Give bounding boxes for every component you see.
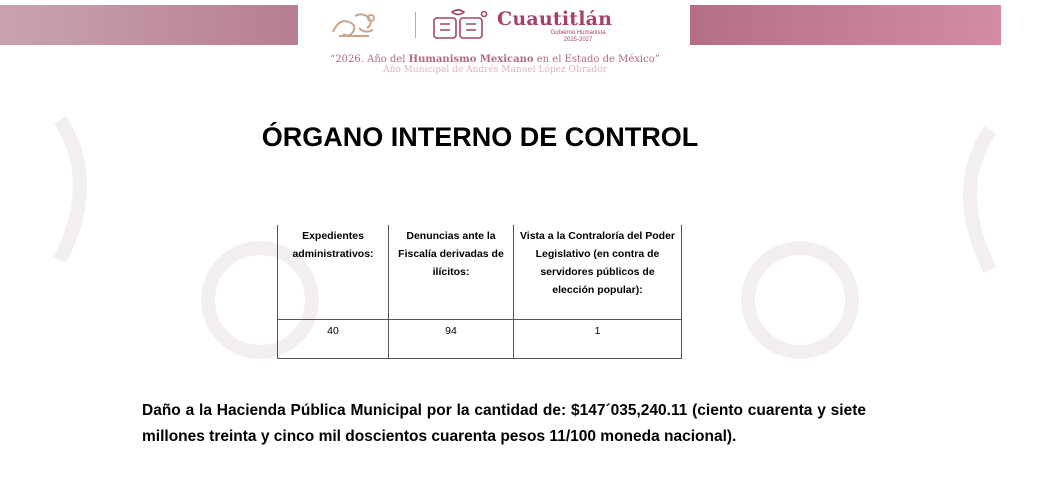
statistics-table — [277, 225, 682, 359]
table-header-cell: Expedientes administrativos: — [278, 225, 389, 320]
document-title: ÓRGANO INTERNO DE CONTROL — [261, 122, 699, 152]
logo-separator — [415, 12, 416, 38]
slogan-line-1-post: en el Estado de México” — [533, 54, 660, 65]
header-bar-left — [0, 5, 298, 45]
table-cell-denuncias: 94 — [389, 320, 514, 359]
municipality-subtitle — [497, 30, 659, 44]
slogan-line-1-bold: Humanismo Mexicano — [408, 54, 534, 65]
slogan-line-1-pre: “2026. Año del — [330, 54, 409, 65]
header-bar-right — [690, 5, 1001, 45]
table-header-cell: Denuncias ante la Fiscalía derivadas de ilícitos: — [389, 225, 514, 320]
municipality-subtitle-text: Gobierno Humanista — [550, 30, 606, 36]
table-header-cell: Vista a la Contraloría del Poder Legislativo (en contra de servidores públicos de elección popular): — [514, 225, 682, 320]
table-cell-vista: 1 — [514, 320, 682, 359]
table-row — [278, 320, 682, 359]
table-header-row — [278, 225, 682, 320]
damage-paragraph: Daño a la Hacienda Pública Municipal por la cantidad de: $147´035,240.11 (ciento cuarenta y siete millones treinta y cinco mil doscientos cuarenta pesos 11/100 moneda nacional). — [142, 402, 866, 445]
municipality-period: 2025-2027 — [563, 37, 593, 43]
municipality-name: Cuautitlán — [497, 8, 613, 30]
cuautitlan-crest-icon — [430, 8, 492, 42]
table-cell-expedientes: 40 — [278, 320, 389, 359]
slogan-line-2: Año Municipal de Andrés Manuel López Obrador — [383, 65, 607, 75]
humanismo-emblem-icon — [325, 8, 385, 42]
